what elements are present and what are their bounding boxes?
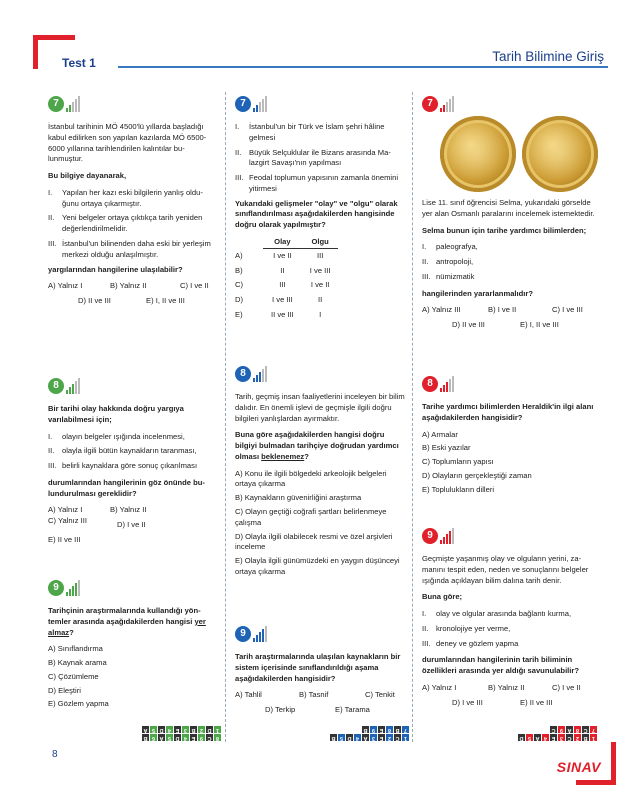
statement: III. nümizmatik [422, 271, 475, 281]
question-text: hangilerinden yararlanmalıdır? [422, 288, 533, 298]
option-c[interactable]: C) I ve III [552, 305, 583, 315]
answer-key-cell: 8 [575, 727, 580, 733]
answer-key-cell: 4 [167, 727, 172, 733]
statement: I. İstanbul'un bir Türk ve İslam şehri hâline gelmesi [235, 122, 385, 142]
answer-key-cell: 9 [371, 727, 376, 733]
answer-key-cell: 9 [559, 727, 564, 733]
answer-key-cell: 1 [591, 735, 596, 741]
statement: III. Feodal toplumun yapısının zamanla önemini yitirmesi [235, 173, 399, 193]
answer-key-cell: 3 [183, 727, 188, 733]
answer-key-cell: B [395, 727, 400, 733]
statement: II. antropoloji, [422, 257, 474, 267]
corner-accent [33, 35, 38, 69]
difficulty-bars-icon [253, 96, 267, 112]
answer-options [422, 683, 598, 709]
question-text: Yukarıdaki gelişmeler "olay" ve "olgu" olarak sınıflandırılması aşağıdakilerden hangisinde doğru olarak yapılmıştır? [235, 198, 398, 230]
answer-key-cell: 5 [167, 735, 172, 741]
difficulty-badge [48, 96, 80, 112]
question-text: Tarih araştırmalarında ulaşılan kaynakların bir sistem içerisinde sınıflandırıldığı aşama aşağıdakilerden hangisidir? [235, 652, 401, 683]
test-label: Test 1 [62, 56, 96, 70]
option-a[interactable]: A) Yalnız III [422, 305, 461, 315]
answer-key-cell: B [143, 735, 148, 741]
question-number: 7 [235, 96, 251, 112]
option-c[interactable]: C) Tenkit [365, 690, 395, 700]
question-number: 9 [48, 580, 64, 596]
answer-key-cell: D [175, 735, 180, 741]
option-c[interactable]: C) Çözümleme [48, 671, 99, 681]
page-title: Tarih Bilimine Giriş [492, 49, 604, 64]
statement: III. belirli kaynaklara göre sonuç çıkarılması [48, 461, 198, 471]
answer-key-cell: B [583, 735, 588, 741]
answer-key-cell: 5 [527, 735, 532, 741]
statement: I. paleografya, [422, 242, 478, 252]
question-text: Tarihçinin araştırmalarında kullandığı yöntemler arasında aşağıdakilerden hangisi yer almaz? [48, 606, 206, 637]
statement: II. Yeni belgeler ortaya çıktıkça tarih yeniden değerlendirilmelidir. [48, 213, 203, 234]
answer-key-cell: 7 [591, 727, 596, 733]
answer-key-cell: D [519, 735, 524, 741]
difficulty-bars-icon [253, 626, 267, 642]
answer-key-cell: D [159, 727, 164, 733]
option-d[interactable]: D) Eleştiri [48, 685, 81, 695]
option-a[interactable]: A) Sınıflandırma [48, 644, 103, 654]
question-4 [235, 96, 405, 327]
answer-key-cell: 1 [403, 735, 408, 741]
difficulty-bars-icon [66, 96, 80, 112]
option-d[interactable]: D) I ve II [116, 520, 146, 530]
difficulty-badge [48, 378, 80, 394]
difficulty-badge [48, 580, 80, 596]
option-d[interactable]: D) Olayla ilgili olabilecek resmi ve özel arşivleri inceleme [235, 531, 393, 552]
question-5 [235, 366, 405, 581]
option-e[interactable]: E) Gözlem yapma [48, 699, 109, 709]
answer-key-cell: 3 [371, 735, 376, 741]
question-number: 9 [235, 626, 251, 642]
column-divider [225, 92, 226, 742]
option-a[interactable]: A) Yalnız I [48, 281, 83, 291]
question-text: Buna göre aşağıdakilerden hangisi doğru bilgiyi bulmadan tarihçiye doğrudan yardımcı olması beklenemez? [235, 430, 399, 461]
answer-key-cell: 2 [199, 727, 204, 733]
option-b[interactable]: B) I ve II [488, 305, 517, 315]
question-lead: Buna göre; [422, 592, 463, 602]
option-b[interactable]: B) Yalnız II [110, 505, 147, 515]
question-text: durumlarından hangilerinin göz önünde bulundurulması gereklidir? [48, 477, 205, 498]
difficulty-bars-icon [440, 376, 454, 392]
question-9 [422, 528, 598, 709]
answer-key-red [518, 726, 597, 741]
answer-key-blue [330, 726, 409, 741]
question-stem: İstanbul tarihinin MÖ 4500'lü yıllarda başladığı kabul edilirken son yapılan kazılarda MÖ 6500-6000 yıllarına tarihlendirilen kalıntılar bulunmuştur. [48, 122, 207, 164]
option-b[interactable]: B) II I ve III [235, 265, 331, 275]
answer-key-cell: 5 [151, 727, 156, 733]
statement: I. Yapılan her kazı eski bilgilerin yanlış olduğunu ortaya çıkarmıştır. [48, 187, 203, 208]
question-number: 8 [235, 366, 251, 382]
answer-key-cell: 4 [543, 735, 548, 741]
answer-key-cell: 4 [355, 735, 360, 741]
corner-accent [576, 780, 616, 785]
question-number: 8 [48, 378, 64, 394]
option-c[interactable]: C) III I ve II [235, 280, 330, 290]
option-a[interactable]: A) Yalnız I [48, 505, 83, 515]
difficulty-bars-icon [66, 580, 80, 596]
answer-key-cell: D [207, 727, 212, 733]
answer-options [422, 305, 598, 331]
answer-key-cell: C [395, 735, 400, 741]
question-8 [422, 376, 598, 498]
option-d[interactable]: D) Terkip [265, 705, 296, 715]
header-rule [118, 66, 608, 68]
answer-key-cell: 9 [199, 735, 204, 741]
answer-key-cell: E [175, 727, 180, 733]
question-lead: Bu bilgiye dayanarak, [48, 171, 127, 181]
question-1 [48, 96, 216, 307]
options-table [235, 237, 338, 323]
option-d[interactable]: D) Olayların gerçekleştiği zaman [422, 470, 532, 480]
statement: III. İstanbul'un bilinenden daha eski bir yerleşim merkezi olduğu anlaşılmıştır. [48, 239, 211, 259]
option-a[interactable]: A) Yalnız I [422, 683, 457, 693]
answer-key-cell: 3 [559, 735, 564, 741]
difficulty-badge [235, 626, 267, 642]
question-number: 9 [422, 528, 438, 544]
option-e[interactable]: E) I, II ve III [520, 320, 559, 330]
question-lead: Selma bunun için tarihe yardımcı bilimlerden; [422, 225, 587, 235]
option-c[interactable]: C) Toplumların yapısı [422, 457, 494, 467]
publisher-logo: SINAV [556, 759, 601, 775]
difficulty-bars-icon [253, 366, 267, 382]
answer-key-cell: 1 [215, 727, 220, 733]
coin-icon [440, 116, 516, 192]
option-e[interactable]: E) Toplulukların dilleri [422, 484, 495, 494]
answer-key-green [142, 726, 221, 741]
answer-key-cell: A [143, 727, 148, 733]
difficulty-badge [422, 528, 454, 544]
answer-options [48, 505, 216, 545]
option-b[interactable]: B) Tasnif [299, 690, 329, 700]
question-text: durumlarından hangilerinin tarih biliminin özellikleri arasında yer aldığı savunulabilir? [422, 655, 579, 676]
difficulty-badge [235, 366, 267, 382]
question-number: 7 [422, 96, 438, 112]
option-d[interactable]: D) I ve III [452, 697, 483, 707]
statement: II. olayla ilgili bütün kaynakların taranması, [48, 446, 197, 456]
option-a[interactable]: A) I ve II III [235, 250, 324, 260]
question-3 [48, 580, 216, 713]
answer-key-cell: E [379, 727, 384, 733]
option-c[interactable]: C) Yalnız III [48, 516, 87, 526]
answer-key-cell: A [363, 735, 368, 741]
option-d[interactable]: D) II ve III [78, 296, 111, 306]
answer-key-cell: E [551, 735, 556, 741]
answer-key-cell: 4 [183, 735, 188, 741]
difficulty-bars-icon [440, 528, 454, 544]
answer-key-cell: B [363, 727, 368, 733]
statement: I. olayın belgeler ışığında incelenmesi, [48, 431, 185, 441]
answer-key-cell: 8 [387, 727, 392, 733]
answer-key-cell: C [567, 735, 572, 741]
statement: II. kronolojiye yer verme, [422, 623, 511, 633]
question-text: yargılarından hangilerine ulaşılabilir? [48, 264, 183, 274]
difficulty-badge [422, 96, 454, 112]
question-stem: Lise 11. sınıf öğrencisi Selma, yukarıdaki görselde yer alan Osmanlı paralarını incelemek istemektedir. [422, 198, 595, 218]
answer-key-cell: E [191, 735, 196, 741]
option-e[interactable]: E) I, II ve III [146, 296, 185, 306]
ottoman-coins-image [440, 116, 598, 192]
column-divider [412, 92, 413, 742]
answer-key-cell: B [191, 727, 196, 733]
answer-key-cell: E [379, 735, 384, 741]
difficulty-bars-icon [66, 378, 80, 394]
page-number: 8 [52, 749, 58, 760]
answer-key-cell: 8 [215, 735, 220, 741]
option-e[interactable]: E) II ve III [520, 697, 553, 707]
option-a[interactable]: A) Konu ile ilgili bölgedeki arkeolojik belgeleri ortaya çıkarma [235, 468, 387, 489]
answer-key-cell: A [159, 735, 164, 741]
column-header-olay: Olay [263, 237, 302, 248]
option-b[interactable]: B) Eski yazılar [422, 443, 471, 453]
option-b[interactable]: B) Kaynakların güvenirliğini araştırma [235, 493, 362, 503]
difficulty-badge [422, 376, 454, 392]
answer-key-cell: C [583, 727, 588, 733]
question-stem: Geçmişte yaşanmış olay ve olguların yerini, zamanını tespit eden, neden ve sonuçlarını belgeler ışığında açıklayan bilim dalına tarih denir. [422, 554, 589, 585]
answer-key-cell: B [331, 735, 336, 741]
statement: II. Büyük Selçuklular ile Bizans arasında Malazgirt Savaşı'nın yapılması [235, 147, 391, 168]
option-a[interactable]: A) Tahlil [235, 690, 262, 700]
option-e[interactable]: E) II ve III [48, 535, 81, 545]
answer-key-cell: A [567, 727, 572, 733]
question-number: 7 [48, 96, 64, 112]
option-d[interactable]: D) II ve III [452, 320, 485, 330]
option-b[interactable]: B) Yalnız II [488, 683, 525, 693]
statement: I. olay ve olgular arasında bağlantı kurma, [422, 609, 572, 619]
option-e[interactable]: E) Olayla ilgili günümüzdeki en yaygın düşünceyi ortaya çıkarma [235, 556, 400, 576]
question-text: Tarihe yardımcı bilimlerden Heraldik'in ilgi alanı aşağıdakilerden hangisidir? [422, 402, 594, 422]
option-c[interactable]: C) I ve II [552, 683, 581, 693]
corner-accent [611, 742, 616, 785]
option-c[interactable]: C) Olayın geçtiği coğrafi şartları belirlenmeye çalışma [235, 507, 387, 527]
question-number: 8 [422, 376, 438, 392]
corner-accent [33, 35, 75, 40]
answer-key-cell: 6 [151, 735, 156, 741]
answer-key-cell: C [207, 735, 212, 741]
answer-key-cell: A [535, 735, 540, 741]
answer-options [235, 690, 405, 716]
difficulty-badge [235, 96, 267, 112]
answer-key-cell: 7 [403, 727, 408, 733]
difficulty-bars-icon [440, 96, 454, 112]
question-stem: Tarih, geçmiş insan faaliyetlerini inceleyen bir bilim dalıdır. En önemli işlevi de geçmişle ilgili doğru bilgileri yanlışlardan ayırmaktır. [235, 392, 405, 423]
option-a[interactable]: A) Armalar [422, 429, 458, 439]
statement: III. deney ve gözlem yapma [422, 638, 519, 648]
option-c[interactable]: C) I ve II [180, 281, 209, 291]
question-7 [422, 96, 598, 331]
option-d[interactable]: D) I ve III II [235, 295, 323, 305]
answer-key-cell: 2 [575, 735, 580, 741]
answer-key-cell: C [551, 727, 556, 733]
option-b[interactable]: B) Kaynak arama [48, 658, 107, 668]
option-b[interactable]: B) Yalnız II [110, 281, 147, 291]
column-header-olgu: Olgu [302, 237, 339, 248]
coin-icon [522, 116, 598, 192]
question-2 [48, 378, 216, 546]
option-e[interactable]: E) Tarama [335, 705, 370, 715]
answer-key-cell: 2 [387, 735, 392, 741]
question-stem: Bir tarihi olay hakkında doğru yargıya varılabilmesi için; [48, 404, 184, 424]
answer-key-cell: D [347, 735, 352, 741]
question-6 [235, 626, 405, 716]
option-e[interactable]: E) II ve III I [235, 309, 322, 319]
answer-key-cell: 5 [339, 735, 344, 741]
answer-options [48, 281, 216, 307]
